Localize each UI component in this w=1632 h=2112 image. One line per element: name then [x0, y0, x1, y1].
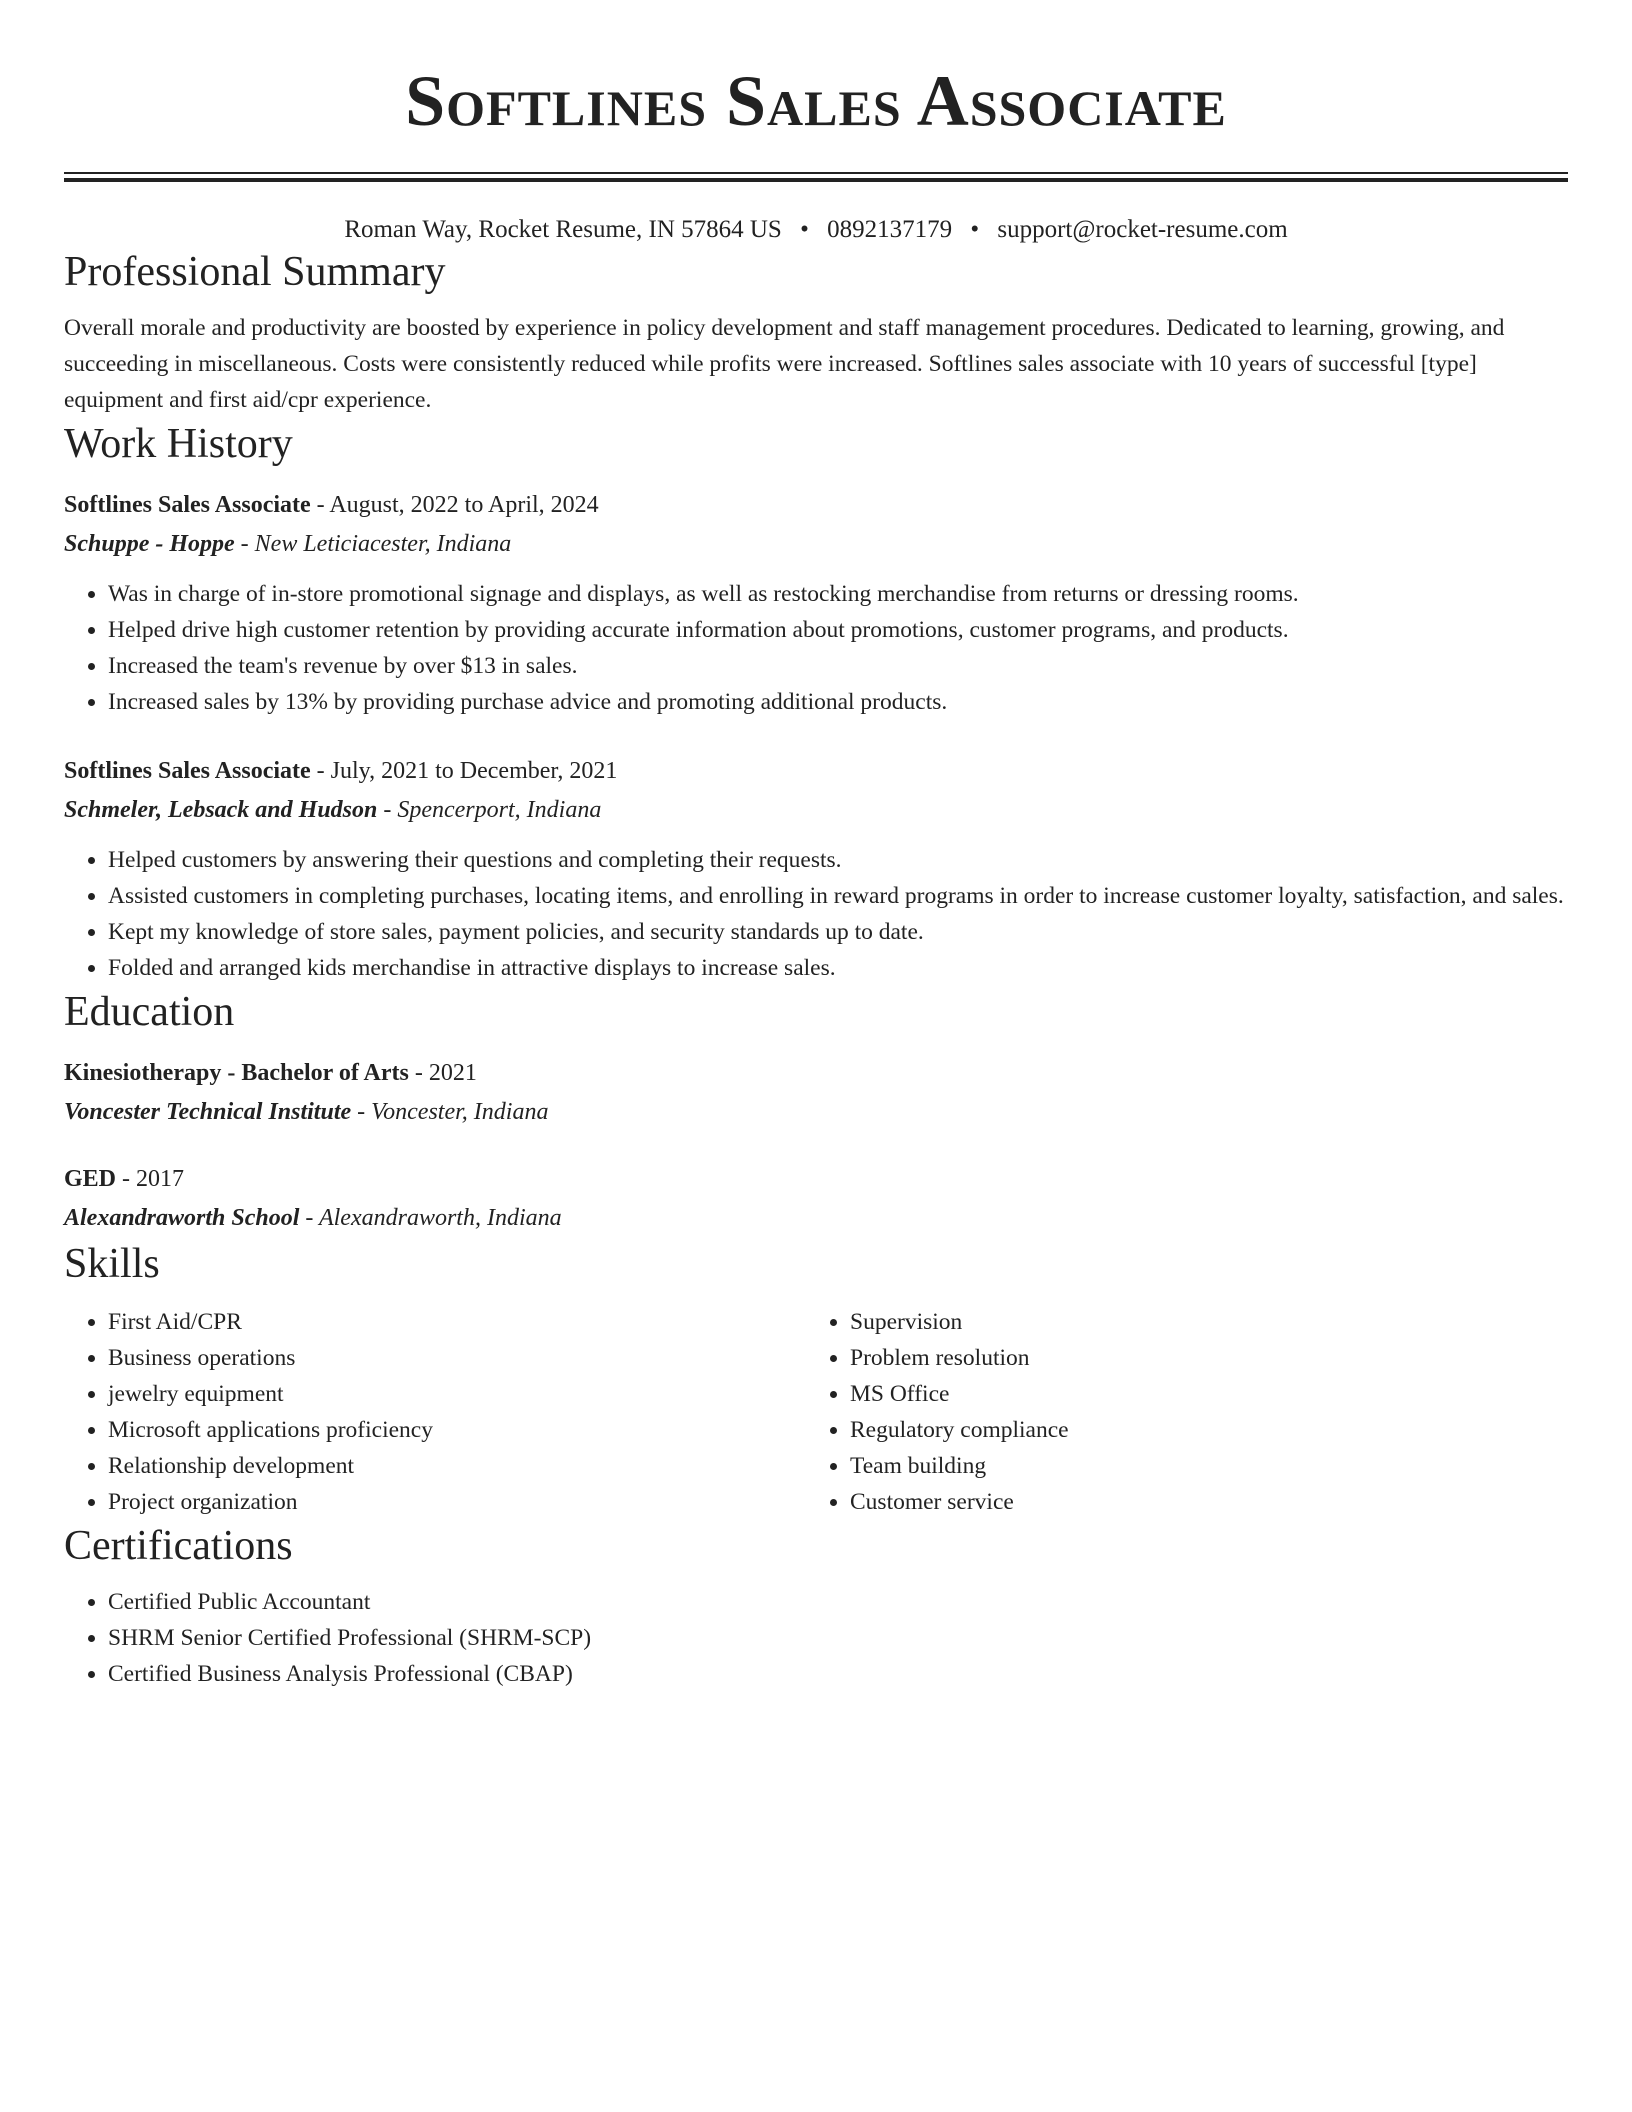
skills-column-left	[64, 1304, 806, 1520]
contact-line	[64, 214, 1568, 246]
skill-item: • Regulatory compliance	[850, 1412, 1548, 1448]
job-title: Softlines Sales Associate	[64, 758, 311, 784]
contact-separator: •	[970, 216, 980, 243]
job-bullets	[64, 842, 1568, 986]
skill-item: • MS Office	[850, 1376, 1548, 1412]
summary-heading: Professional Summary	[64, 249, 446, 295]
job-dates: - August, 2022 to April, 2024	[310, 492, 599, 518]
contact-separator: •	[800, 216, 809, 243]
list-item: • Increased the team's revenue by over $13 in sales.	[108, 648, 1568, 684]
list-item: • Helped customers by answering their questions and completing their requests.	[108, 842, 1568, 878]
education-entry	[64, 1160, 1568, 1238]
skill-item: • Business operations	[108, 1340, 806, 1376]
job-location: - Spencerport, Indiana	[377, 797, 602, 823]
certification-item: • SHRM Senior Certified Professional (SHRM-SCP)	[108, 1620, 1568, 1656]
skill-item: • Team building	[850, 1448, 1548, 1484]
skill-item: • Problem resolution	[850, 1340, 1548, 1376]
skill-item: • Relationship development	[108, 1448, 806, 1484]
skill-item: • Customer service	[850, 1484, 1548, 1520]
list-item: • Increased sales by 13% by providing purchase advice and promoting additional products.	[108, 684, 1568, 720]
contact-phone: 0892137179	[827, 216, 953, 243]
list-item: • Kept my knowledge of store sales, payment policies, and security standards up to date.	[108, 914, 1568, 950]
degree-line	[64, 1054, 1568, 1092]
skill-item: • Project organization	[108, 1484, 806, 1520]
skill-item: • First Aid/CPR	[108, 1304, 806, 1340]
certification-item: • Certified Public Accountant	[108, 1584, 1568, 1620]
skills-heading: Skills	[64, 1241, 160, 1287]
skills-grid	[64, 1304, 1568, 1520]
job-entry	[64, 486, 1568, 720]
list-item: • Folded and arranged kids merchandise in attractive displays to increase sales.	[108, 950, 1568, 986]
certifications-list	[64, 1584, 1568, 1692]
list-item: • Helped drive high customer retention by providing accurate information about promotions, customer programs, and products.	[108, 612, 1568, 648]
resume-name: Softlines Sales Associate	[405, 61, 1227, 141]
job-entry	[64, 752, 1568, 986]
education-entry	[64, 1054, 1568, 1132]
school-location: - Alexandraworth, Indiana	[299, 1205, 562, 1231]
school-line	[64, 1092, 1568, 1132]
summary-text: Overall morale and productivity are boosted by experience in policy development and staff management procedures. Dedicated to learning, growing, and succeeding in miscellaneous. Costs were consistently reduced while profits were increased. Softlines sales associate with 10 years of successful [type] equipment and first aid/cpr experience.	[64, 315, 1505, 413]
contact-email: support@rocket-resume.com	[997, 216, 1288, 243]
degree: Kinesiotherapy - Bachelor of Arts	[64, 1060, 409, 1086]
school-name: Voncester Technical Institute	[64, 1099, 352, 1125]
certifications-heading: Certifications	[64, 1523, 293, 1569]
list-item: • Assisted customers in completing purchases, locating items, and enrolling in reward programs in order to increase customer loyalty, satisfaction, and sales.	[108, 878, 1568, 914]
contact-address: Roman Way, Rocket Resume, IN 57864 US	[344, 216, 782, 243]
school-line	[64, 1198, 1568, 1238]
list-item: • Was in charge of in-store promotional signage and displays, as well as restocking merchandise from returns or dressing rooms.	[108, 576, 1568, 612]
skill-item: • Supervision	[850, 1304, 1548, 1340]
education-heading: Education	[64, 989, 235, 1035]
job-title-line	[64, 486, 1568, 524]
certification-item: • Certified Business Analysis Professional (CBAP)	[108, 1656, 1568, 1692]
degree: GED	[64, 1166, 117, 1192]
graduation-year: - 2017	[116, 1166, 185, 1192]
job-company-line	[64, 524, 1568, 564]
job-title: Softlines Sales Associate	[64, 492, 311, 518]
job-title-line	[64, 752, 1568, 790]
graduation-year: - 2021	[408, 1060, 477, 1086]
degree-line	[64, 1160, 1568, 1198]
job-company: Schuppe - Hoppe	[64, 531, 235, 557]
skill-item: • jewelry equipment	[108, 1376, 806, 1412]
work-history-heading: Work History	[64, 421, 293, 467]
header-double-rule	[64, 172, 1568, 182]
job-company: Schmeler, Lebsack and Hudson	[64, 797, 378, 823]
skill-item: • Microsoft applications proficiency	[108, 1412, 806, 1448]
job-bullets	[64, 576, 1568, 720]
school-location: - Voncester, Indiana	[351, 1099, 549, 1125]
job-dates: - July, 2021 to December, 2021	[310, 758, 618, 784]
job-company-line	[64, 790, 1568, 830]
skills-column-right	[806, 1304, 1548, 1520]
school-name: Alexandraworth School	[64, 1205, 300, 1231]
job-location: - New Leticiacester, Indiana	[234, 531, 512, 557]
